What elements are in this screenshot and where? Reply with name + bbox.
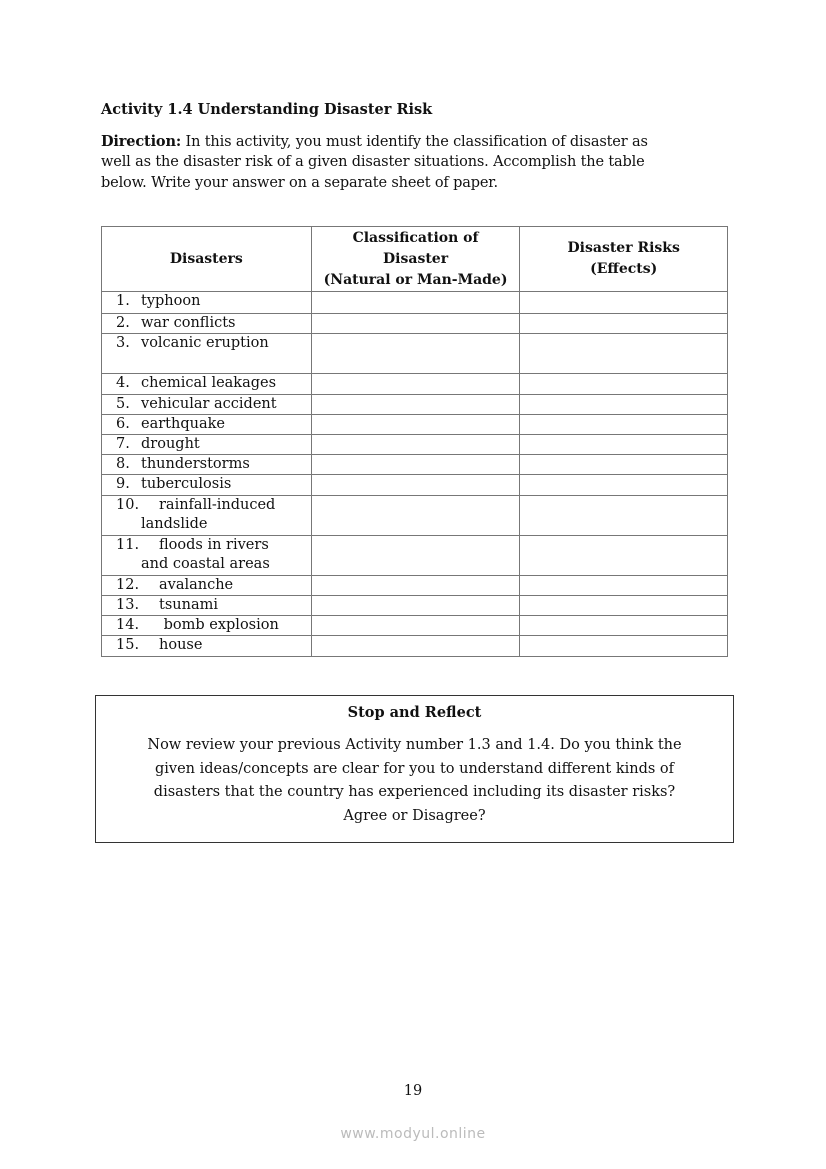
classification-answer-cell[interactable] <box>311 314 520 334</box>
direction-label: Direction: <box>101 133 182 150</box>
disaster-table <box>101 226 728 657</box>
header-risks: Disaster Risks (Effects) <box>520 227 728 292</box>
classification-answer-cell[interactable] <box>311 292 520 314</box>
direction-line-2: well as the disaster risk of a given disaster situations. Accomplish the table <box>101 154 645 170</box>
disaster-cell: 15. house <box>102 636 312 657</box>
classification-answer-cell[interactable] <box>311 475 520 496</box>
risk-answer-cell[interactable] <box>520 636 728 657</box>
disaster-cell: 2. war conflicts <box>102 314 312 334</box>
disaster-cell: 4. chemical leakages <box>102 374 312 395</box>
risk-answer-cell[interactable] <box>520 596 728 616</box>
classification-answer-cell[interactable] <box>311 496 520 536</box>
stop-and-reflect-box <box>95 695 734 843</box>
classification-answer-cell[interactable] <box>311 536 520 576</box>
risk-answer-cell[interactable] <box>520 314 728 334</box>
risk-answer-cell[interactable] <box>520 536 728 576</box>
header-disasters: Disasters <box>102 227 312 292</box>
disaster-cell: 5. vehicular accident <box>102 395 312 415</box>
disaster-cell: 14. bomb explosion <box>102 616 312 636</box>
table-row <box>102 374 728 395</box>
classification-answer-cell[interactable] <box>311 374 520 395</box>
classification-answer-cell[interactable] <box>311 435 520 455</box>
table-row <box>102 636 728 657</box>
table-header-row <box>102 227 728 292</box>
classification-answer-cell[interactable] <box>311 395 520 415</box>
classification-answer-cell[interactable] <box>311 334 520 374</box>
disaster-cell: 10. rainfall-induced landslide <box>102 496 312 536</box>
reflect-text: Now review your previous Activity number 1.3 and 1.4. Do you think the given ideas/concepts are clear for you to understand different kinds of disasters that the country has experienced including its disaster risks? Agree or Disagree? <box>147 737 682 824</box>
header-classification: Classification of Disaster (Natural or Man-Made) <box>311 227 520 292</box>
disaster-cell: 11. floods in rivers and coastal areas <box>102 536 312 576</box>
direction-line-1 <box>101 133 648 150</box>
risk-answer-cell[interactable] <box>520 576 728 596</box>
table-row <box>102 596 728 616</box>
table-row <box>102 334 728 374</box>
risk-answer-cell[interactable] <box>520 374 728 395</box>
table-row <box>102 616 728 636</box>
classification-answer-cell[interactable] <box>311 415 520 435</box>
classification-answer-cell[interactable] <box>311 455 520 475</box>
disaster-cell: 6. earthquake <box>102 415 312 435</box>
table-row <box>102 415 728 435</box>
disaster-cell: 12. avalanche <box>102 576 312 596</box>
table-row <box>102 455 728 475</box>
risk-answer-cell[interactable] <box>520 292 728 314</box>
classification-answer-cell[interactable] <box>311 576 520 596</box>
table-row <box>102 314 728 334</box>
direction-line-3: below. Write your answer on a separate sheet of paper. <box>101 175 498 191</box>
classification-answer-cell[interactable] <box>311 596 520 616</box>
risk-answer-cell[interactable] <box>520 455 728 475</box>
disaster-cell: 7. drought <box>102 435 312 455</box>
disaster-cell: 13. tsunami <box>102 596 312 616</box>
activity-title: Activity 1.4 Understanding Disaster Risk <box>101 101 433 118</box>
classification-answer-cell[interactable] <box>311 636 520 657</box>
risk-answer-cell[interactable] <box>520 475 728 496</box>
disaster-cell: 8. thunderstorms <box>102 455 312 475</box>
table-row <box>102 475 728 496</box>
table-row <box>102 435 728 455</box>
table-row <box>102 536 728 576</box>
direction-text: In this activity, you must identify the classification of disaster as <box>181 134 648 150</box>
reflect-heading: Stop and Reflect <box>347 704 482 721</box>
disaster-cell: 3. volcanic eruption <box>102 334 312 374</box>
table-row <box>102 576 728 596</box>
risk-answer-cell[interactable] <box>520 334 728 374</box>
disaster-cell: 9. tuberculosis <box>102 475 312 496</box>
risk-answer-cell[interactable] <box>520 415 728 435</box>
watermark: www.modyul.online <box>340 1126 486 1142</box>
risk-answer-cell[interactable] <box>520 616 728 636</box>
table-row <box>102 496 728 536</box>
classification-answer-cell[interactable] <box>311 616 520 636</box>
risk-answer-cell[interactable] <box>520 395 728 415</box>
table-row <box>102 292 728 314</box>
risk-answer-cell[interactable] <box>520 435 728 455</box>
table-row <box>102 395 728 415</box>
disaster-cell: 1. typhoon <box>102 292 312 314</box>
page-number: 19 <box>403 1083 423 1099</box>
risk-answer-cell[interactable] <box>520 496 728 536</box>
